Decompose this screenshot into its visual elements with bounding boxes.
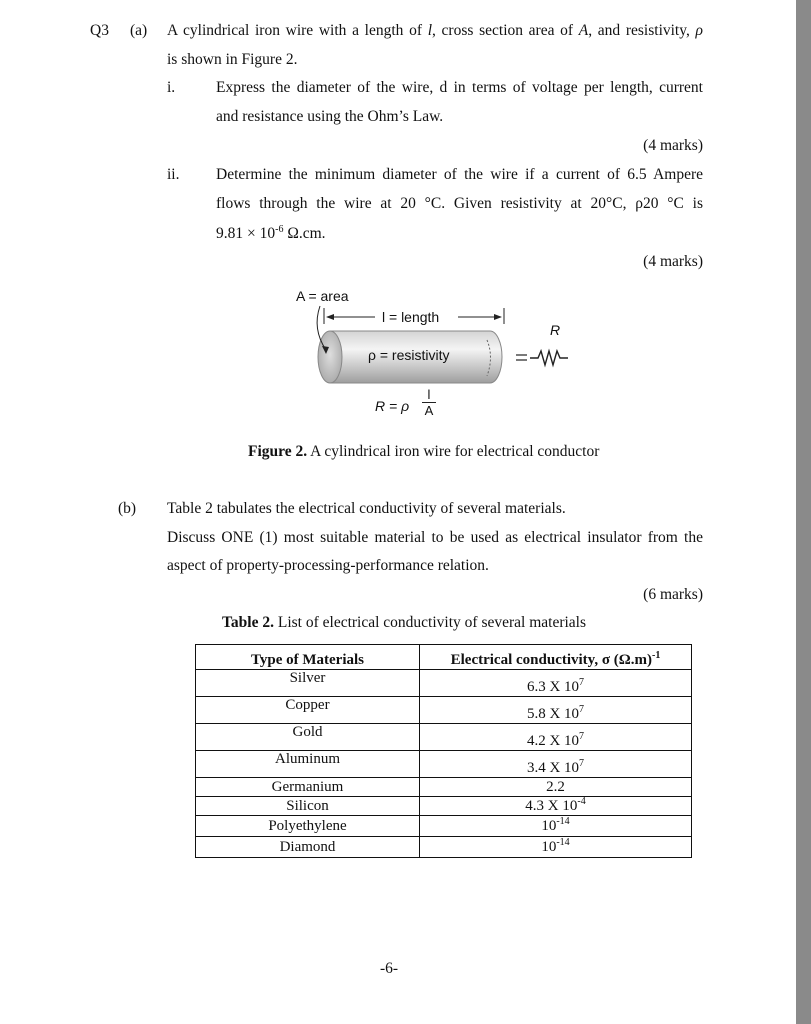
part-a-label: (a) (130, 22, 148, 39)
part-b-line2: Discuss ONE (1) most suitable material to be used as electrical insulator from the (167, 529, 703, 546)
header-material: Type of Materials (196, 645, 420, 670)
part-b-marks: (6 marks) (643, 586, 703, 603)
table-header-row (196, 645, 692, 670)
page-edge-shadow (796, 0, 811, 1024)
part-a-intro-line1: A cylindrical iron wire with a length of l, cross section area of A, and resistivity, ρ (167, 22, 703, 39)
length-arrow-left (326, 314, 334, 320)
conductivity-table (195, 644, 692, 858)
subpart-ii-marks: (4 marks) (643, 253, 703, 270)
cell-material: Copper (196, 697, 420, 724)
resistor-label: R (550, 322, 561, 338)
subpart-i-marks: (4 marks) (643, 137, 703, 154)
area-label: A = area (296, 288, 349, 304)
table-caption: Table 2. List of electrical conductivity of several materials (222, 614, 587, 631)
cell-conductivity: $10^{-14}$ (420, 837, 692, 858)
cell-material: Silver (196, 670, 420, 697)
table-row (196, 670, 692, 697)
cell-material: Germanium (196, 778, 420, 797)
cell-conductivity: 6.3 X $10^7$ (420, 670, 692, 697)
part-a-intro-line2: is shown in Figure 2. (167, 51, 298, 68)
subpart-i-line1: Express the diameter of the wire, d in terms of voltage per length, current (216, 79, 703, 96)
formula-numerator: l (427, 387, 431, 402)
cell-conductivity: 2.2 (420, 778, 692, 797)
formula-denominator: A (422, 402, 436, 418)
subpart-i-label: i. (167, 79, 176, 96)
cylinder-end (318, 331, 342, 383)
cell-material: Aluminum (196, 751, 420, 778)
figure-caption: Figure 2. A cylindrical iron wire for electrical conductor (248, 443, 600, 460)
table-row (196, 778, 692, 797)
part-b-line3: aspect of property-processing-performance relation. (167, 557, 489, 574)
table-row (196, 751, 692, 778)
table-row (196, 697, 692, 724)
table-row (196, 837, 692, 858)
cell-material: Gold (196, 724, 420, 751)
part-b-line1: Table 2 tabulates the electrical conductivity of several materials. (167, 500, 566, 517)
length-arrow-right (494, 314, 502, 320)
table-row (196, 724, 692, 751)
formula-fraction (422, 387, 436, 418)
subpart-ii-line2: flows through the wire at 20 °C. Given resistivity at 20°C, ρ20 °C is (216, 195, 703, 212)
subpart-ii-line1: Determine the minimum diameter of the wire if a current of 6.5 Ampere (216, 166, 703, 183)
cell-conductivity: $10^{-14}$ (420, 816, 692, 837)
cell-material: Silicon (196, 797, 420, 816)
cell-conductivity: 3.4 X $10^7$ (420, 751, 692, 778)
part-b-label: (b) (118, 500, 137, 517)
cell-material: Diamond (196, 837, 420, 858)
subpart-i-line2: and resistance using the Ohm’s Law. (216, 108, 444, 125)
subpart-ii-label: ii. (167, 166, 180, 183)
resistivity-label: ρ = resistivity (368, 347, 450, 363)
table-row (196, 816, 692, 837)
resistor-zigzag (530, 351, 568, 365)
cell-conductivity: 4.3 X $10^{-4}$ (420, 797, 692, 816)
subpart-ii-line3: $9.81 \times 10^{-6}$ Ω.cm. (216, 224, 326, 243)
question-number: Q3 (90, 22, 109, 39)
page-number: -6- (380, 960, 399, 977)
cell-conductivity: 5.8 X $10^7$ (420, 697, 692, 724)
length-label: l = length (382, 309, 440, 325)
header-conductivity: Electrical conductivity, σ $(\Omega.m)^{-1}$ (420, 645, 692, 670)
cell-conductivity: 4.2 X $10^7$ (420, 724, 692, 751)
table-row (196, 797, 692, 816)
resistance-formula: R = ρ (375, 398, 410, 414)
cell-material: Polyethylene (196, 816, 420, 837)
